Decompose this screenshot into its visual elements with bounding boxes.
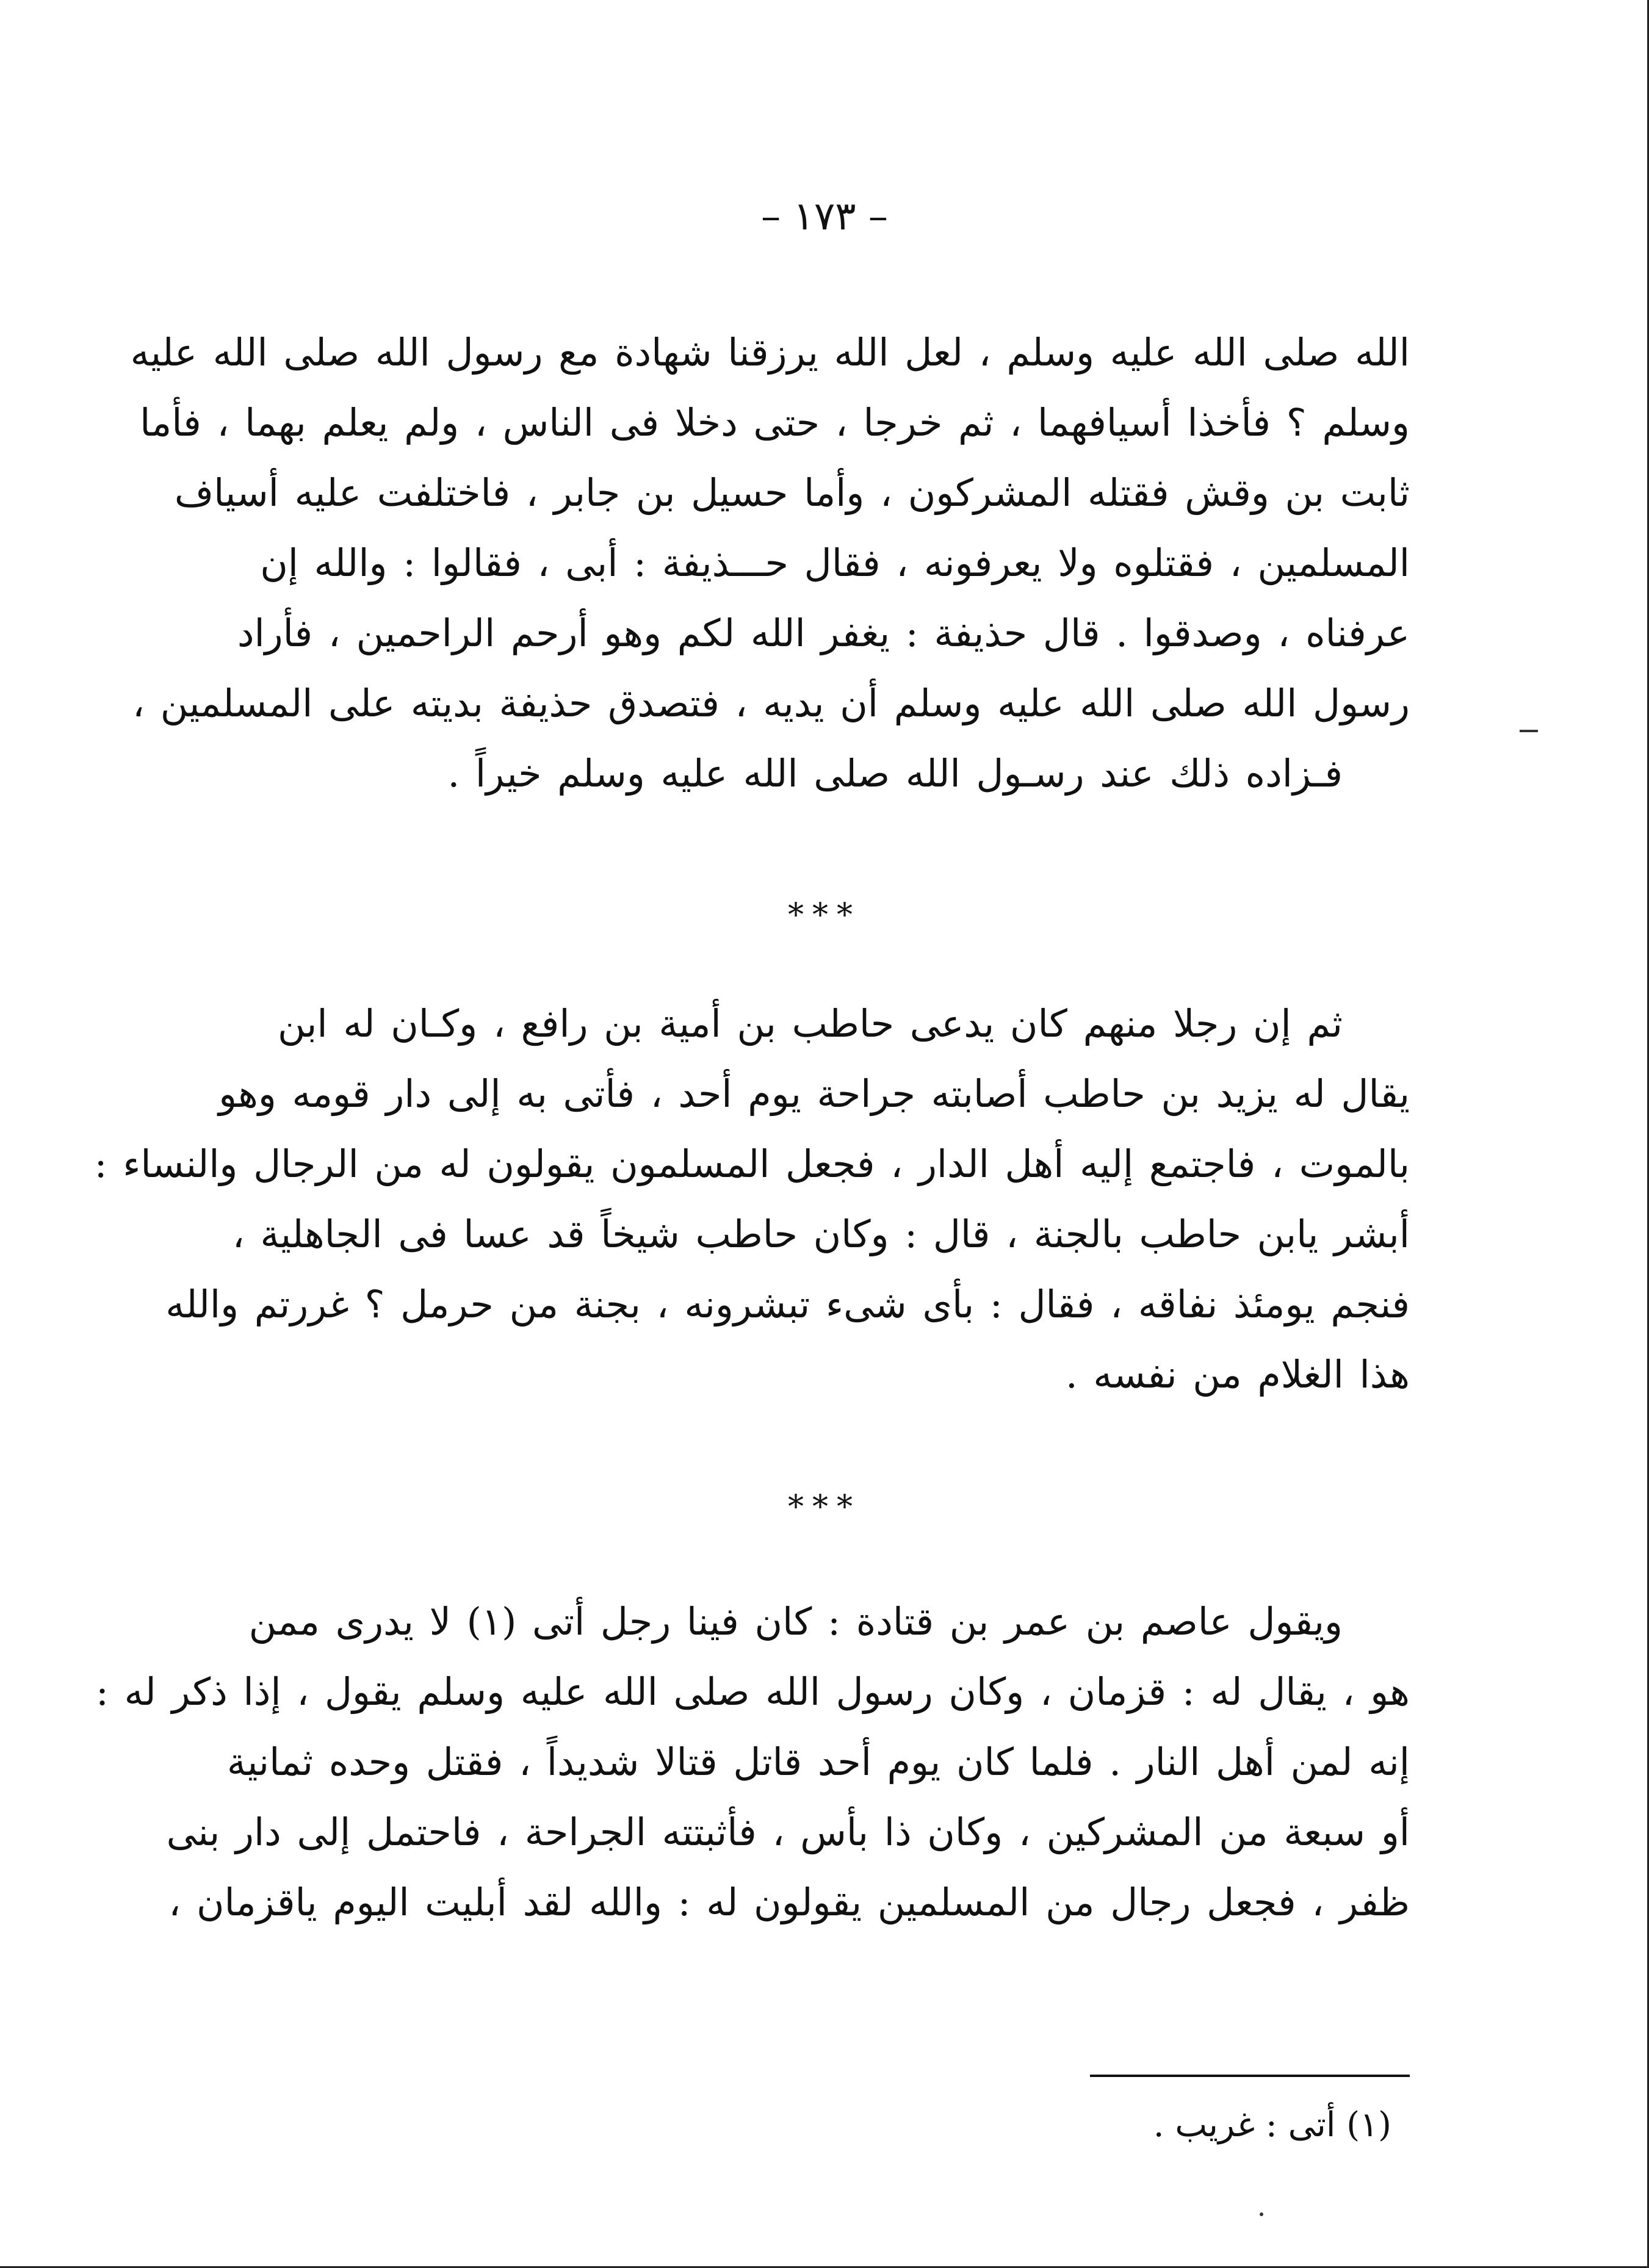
text-line: أو سبعة من المشركين ، وكان ذا بأس ، فأثبتته الجراحة ، فاحتمل إلى دار بنى bbox=[166, 1810, 1410, 1854]
text-line: أبشر يابن حاطب بالجنة ، قال : وكان حاطب شيخاً قد عسا فى الجاهلية ، bbox=[232, 1212, 1410, 1256]
scan-mark bbox=[1520, 730, 1538, 732]
paragraph-1 bbox=[130, 317, 1410, 808]
text-line: ظفر ، فجعل رجال من المسلمين يقولون له : والله لقد أبليت اليوم ياقزمان ، bbox=[168, 1880, 1410, 1924]
footnote-divider bbox=[1090, 2075, 1410, 2077]
footnote: (١) أتى : غريب . bbox=[1153, 2105, 1391, 2145]
text-line: إنه لمن أهل النار . فلما كان يوم أحد قاتل قتالا شديداً ، فقتل وحده ثمانية bbox=[226, 1740, 1410, 1784]
text-line: بالموت ، فاجتمع إليه أهل الدار ، فجعل المسلمون يقولون له من الرجال والنساء : bbox=[94, 1142, 1410, 1186]
text-line: عرفناه ، وصدقوا . قال حذيفة : يغفر الله لكم وهو أرحم الراحمين ، فأراد bbox=[237, 611, 1410, 655]
text-line: هو ، يقال له : قزمان ، وكان رسول الله صلى الله عليه وسلم يقول ، إذا ذكر له : bbox=[96, 1669, 1410, 1714]
section-separator: *** bbox=[788, 1489, 861, 1525]
text-line: فنجم يومئذ نفاقه ، فقال : بأى شىء تبشرونه ، بجنة من حرمل ؟ غررتم والله bbox=[165, 1282, 1410, 1327]
text-line: يقال له يزيد بن حاطب أصابته جراحة يوم أحد ، فأتى به إلى دار قومه وهو bbox=[218, 1071, 1410, 1116]
text-line: ثابت بن وقش فقتله المشركون ، وأما حسيل بن جابر ، فاختلفت عليه أسياف bbox=[174, 470, 1410, 515]
text-line: الله صلى الله عليه وسلم ، لعل الله يرزقنا شهادة مع رسول الله صلى الله عليه bbox=[130, 330, 1410, 375]
scan-dot bbox=[1260, 2212, 1263, 2216]
section-separator: *** bbox=[788, 897, 861, 934]
text-line: وسلم ؟ فأخذا أسيافهما ، ثم خرجا ، حتى دخلا فى الناس ، ولم يعلم بهما ، فأما bbox=[140, 400, 1410, 445]
text-line: ويقول عاصم بن عمر بن قتادة : كان فينا رجل أتى (١) لا يدرى ممن bbox=[248, 1599, 1343, 1644]
page-number: – ١٧٣ – bbox=[761, 194, 888, 239]
paragraph-2 bbox=[94, 988, 1410, 1409]
paragraph-3 bbox=[96, 1586, 1410, 1937]
text-line: المسلمين ، فقتلوه ولا يعرفونه ، فقال حـــذيفة : أبى ، فقالوا : والله إن bbox=[260, 541, 1410, 585]
text-line: فـزاده ذلك عند رسـول الله صلى الله عليه وسلم خيراً . bbox=[447, 751, 1343, 796]
text-line: رسول الله صلى الله عليه وسلم أن يديه ، فتصدق حذيفة بديته على المسلمين ، bbox=[132, 681, 1410, 725]
text-line: ثم إن رجلا منهم كان يدعى حاطب بن أمية بن رافع ، وكـان له ابن bbox=[277, 1001, 1343, 1046]
text-line: هذا الغلام من نفسه . bbox=[1066, 1352, 1410, 1397]
